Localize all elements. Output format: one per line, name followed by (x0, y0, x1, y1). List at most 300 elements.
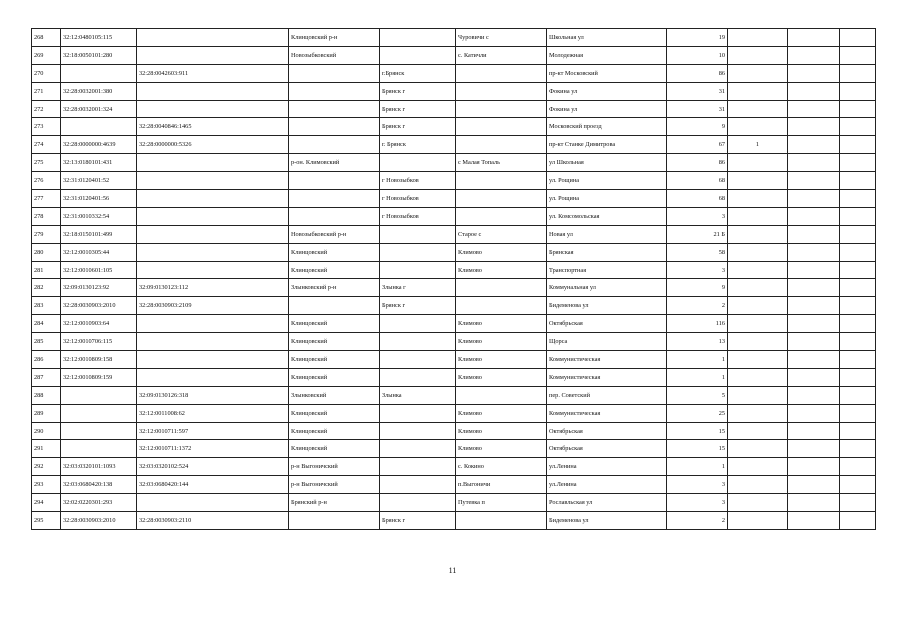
table-cell-c1: 32:18:0050101:280 (61, 46, 137, 64)
table-cell-c2: 32:12:0010711:597 (137, 422, 289, 440)
table-row (32, 494, 876, 512)
table-cell-c6: Октябрьская (547, 315, 667, 333)
table-cell-n: 280 (32, 243, 61, 261)
table-cell-c9 (788, 333, 840, 351)
table-cell-c7: 25 (667, 404, 728, 422)
table-cell-c1 (61, 386, 137, 404)
table-cell-empty (840, 422, 876, 440)
table-row (32, 297, 876, 315)
table-cell-c9 (788, 368, 840, 386)
table-cell-c3 (289, 118, 380, 136)
table-cell-c7: 15 (667, 422, 728, 440)
table-cell-c7: 9 (667, 118, 728, 136)
table-cell-c3 (289, 512, 380, 530)
table-cell-empty (840, 440, 876, 458)
table-cell-n: 285 (32, 333, 61, 351)
table-cell-c8 (728, 422, 788, 440)
table-cell-c2 (137, 315, 289, 333)
table-cell-c3 (289, 136, 380, 154)
table-cell-n: 279 (32, 225, 61, 243)
table-cell-c4 (380, 315, 456, 333)
table-cell-n: 273 (32, 118, 61, 136)
table-row (32, 82, 876, 100)
table-cell-c6: Коммунистическая (547, 368, 667, 386)
table-cell-c1: 32:13:0180101:431 (61, 154, 137, 172)
table-cell-c2: 32:28:0030903:2109 (137, 297, 289, 315)
table-cell-c4 (380, 476, 456, 494)
table-cell-c6: ул. Комсомольская (547, 207, 667, 225)
table-cell-c4 (380, 404, 456, 422)
table-cell-n: 281 (32, 261, 61, 279)
table-cell-empty (840, 100, 876, 118)
table-cell-c7: 2 (667, 297, 728, 315)
table-cell-c4 (380, 46, 456, 64)
table-cell-c1: 32:12:0010903:64 (61, 315, 137, 333)
table-cell-c6: Октябрьская (547, 440, 667, 458)
table-cell-c3: Клинцовский (289, 440, 380, 458)
table-cell-c1: 32:12:0010706:115 (61, 333, 137, 351)
table-cell-c2: 32:28:0000000:5326 (137, 136, 289, 154)
table-cell-c1: 32:09:0130123:92 (61, 279, 137, 297)
table-row (32, 64, 876, 82)
table-cell-c5: Климово (456, 333, 547, 351)
table-cell-c5 (456, 279, 547, 297)
table-cell-c1: 32:28:0000000:4639 (61, 136, 137, 154)
table-cell-c5 (456, 82, 547, 100)
table-cell-c7: 31 (667, 100, 728, 118)
table-cell-c9 (788, 29, 840, 47)
table-cell-c9 (788, 386, 840, 404)
table-cell-c6: Щорса (547, 333, 667, 351)
table-cell-c2: 32:09:0130126:318 (137, 386, 289, 404)
table-row (32, 368, 876, 386)
table-cell-c2: 32:03:0680420:144 (137, 476, 289, 494)
table-cell-c2 (137, 225, 289, 243)
table-cell-n: 290 (32, 422, 61, 440)
table-cell-c2 (137, 243, 289, 261)
table-cell-c9 (788, 279, 840, 297)
table-cell-c1 (61, 64, 137, 82)
table-cell-c8 (728, 172, 788, 190)
table-cell-c5 (456, 386, 547, 404)
table-cell-c6: Октябрьская (547, 422, 667, 440)
table-cell-c1: 32:31:0010332:54 (61, 207, 137, 225)
table-row (32, 190, 876, 208)
table-cell-c9 (788, 46, 840, 64)
table-cell-c4 (380, 422, 456, 440)
table-row (32, 404, 876, 422)
table-cell-c2 (137, 46, 289, 64)
table-cell-c7: 67 (667, 136, 728, 154)
table-cell-c5 (456, 190, 547, 208)
table-cell-n: 271 (32, 82, 61, 100)
table-cell-empty (840, 64, 876, 82)
table-cell-c4: Злынка (380, 386, 456, 404)
table-cell-c9 (788, 172, 840, 190)
table-cell-c1 (61, 440, 137, 458)
table-cell-c1: 32:18:0150101:499 (61, 225, 137, 243)
table-cell-c9 (788, 315, 840, 333)
table-cell-n: 293 (32, 476, 61, 494)
table-cell-c1: 32:31:0120401:56 (61, 190, 137, 208)
table-cell-c2 (137, 207, 289, 225)
table-cell-c8 (728, 46, 788, 64)
table-cell-empty (840, 29, 876, 47)
table-row (32, 207, 876, 225)
table-cell-c2: 32:09:0130123:112 (137, 279, 289, 297)
table-cell-c1: 32:28:0030903:2010 (61, 512, 137, 530)
table-cell-c5: Климово (456, 368, 547, 386)
table-cell-c5: Чуровичи с (456, 29, 547, 47)
table-cell-c3 (289, 82, 380, 100)
table-cell-c9 (788, 154, 840, 172)
table-cell-c2 (137, 333, 289, 351)
table-cell-n: 277 (32, 190, 61, 208)
table-cell-c9 (788, 243, 840, 261)
table-cell-c6: Фокина ул (547, 82, 667, 100)
table-cell-c7: 1 (667, 368, 728, 386)
table-cell-c6: Коммунальная ул (547, 279, 667, 297)
table-cell-c5: Климово (456, 404, 547, 422)
table-cell-c7: 1 (667, 458, 728, 476)
table-cell-c3: Клинцовский (289, 315, 380, 333)
table-row (32, 225, 876, 243)
table-cell-empty (840, 386, 876, 404)
table-cell-c1: 32:12:0010809:158 (61, 351, 137, 369)
table-row (32, 118, 876, 136)
table-cell-c5: п.Выгоничи (456, 476, 547, 494)
table-cell-n: 268 (32, 29, 61, 47)
table-cell-c3: Злынковский р-н (289, 279, 380, 297)
table-cell-c8 (728, 476, 788, 494)
table-cell-c5 (456, 118, 547, 136)
table-cell-c3 (289, 100, 380, 118)
table-cell-c6: Транспортная (547, 261, 667, 279)
table-cell-c8 (728, 494, 788, 512)
table-cell-c8 (728, 440, 788, 458)
table-cell-c2: 32:12:0010711:1372 (137, 440, 289, 458)
table-cell-c9 (788, 82, 840, 100)
table-cell-c4 (380, 333, 456, 351)
table-cell-c1: 32:12:0010809:159 (61, 368, 137, 386)
table-cell-c3: Клинцовский (289, 422, 380, 440)
table-cell-c2 (137, 172, 289, 190)
table-cell-empty (840, 351, 876, 369)
table-row (32, 100, 876, 118)
table-cell-c6: Рославльская ул (547, 494, 667, 512)
table-row (32, 333, 876, 351)
table-cell-c4: г Новозыбков (380, 207, 456, 225)
table-cell-c6: пр-кт Станке Димитрова (547, 136, 667, 154)
table-cell-c9 (788, 494, 840, 512)
page-number: 11 (448, 566, 457, 575)
table-cell-c4: г Новозыбков (380, 190, 456, 208)
table-cell-n: 291 (32, 440, 61, 458)
table-cell-c1 (61, 118, 137, 136)
table-cell-c4: Брянск г (380, 82, 456, 100)
table-cell-c7: 2 (667, 512, 728, 530)
table-cell-c2: 32:28:0030903:2110 (137, 512, 289, 530)
table-cell-c6: ул.Ленина (547, 458, 667, 476)
table-cell-c3: р-он. Климовский (289, 154, 380, 172)
table-cell-c3: Клинцовский (289, 261, 380, 279)
table-row (32, 440, 876, 458)
table-cell-c8 (728, 333, 788, 351)
table-cell-empty (840, 172, 876, 190)
table-cell-empty (840, 46, 876, 64)
table-cell-empty (840, 207, 876, 225)
table-cell-empty (840, 315, 876, 333)
table-cell-c7: 31 (667, 82, 728, 100)
table-cell-c7: 68 (667, 172, 728, 190)
table-cell-empty (840, 297, 876, 315)
table-cell-c7: 13 (667, 333, 728, 351)
table-cell-c9 (788, 422, 840, 440)
table-cell-c9 (788, 404, 840, 422)
table-cell-c4: Злынка г (380, 279, 456, 297)
table-cell-c6: Брянская (547, 243, 667, 261)
table-cell-empty (840, 190, 876, 208)
table-cell-c8 (728, 368, 788, 386)
table-cell-c4: г Новозыбков (380, 172, 456, 190)
table-cell-n: 287 (32, 368, 61, 386)
table-cell-c6: пр-кт Московский (547, 64, 667, 82)
table-row (32, 315, 876, 333)
table-row (32, 351, 876, 369)
table-row (32, 46, 876, 64)
table-cell-c1: 32:28:0032001:324 (61, 100, 137, 118)
table-cell-c2 (137, 82, 289, 100)
table-cell-c5: Климово (456, 243, 547, 261)
table-cell-c4: Брянск г (380, 100, 456, 118)
table-cell-empty (840, 243, 876, 261)
table-cell-n: 275 (32, 154, 61, 172)
table-row (32, 261, 876, 279)
table-cell-c6: Школьная ул (547, 29, 667, 47)
table-cell-c4 (380, 494, 456, 512)
table-row (32, 29, 876, 47)
table-cell-n: 282 (32, 279, 61, 297)
table-cell-c9 (788, 261, 840, 279)
table-row (32, 243, 876, 261)
table-cell-c7: 86 (667, 64, 728, 82)
table-cell-c4 (380, 261, 456, 279)
table-cell-c8 (728, 225, 788, 243)
table-cell-n: 276 (32, 172, 61, 190)
table-cell-c3: Новозыбковский р-н (289, 225, 380, 243)
table-cell-c3: Клинцовский (289, 404, 380, 422)
table-cell-c8 (728, 315, 788, 333)
table-cell-empty (840, 333, 876, 351)
table-row (32, 476, 876, 494)
table-cell-c4 (380, 458, 456, 476)
table-cell-n: 274 (32, 136, 61, 154)
table-cell-c9 (788, 190, 840, 208)
table-cell-c6: ул. Рощина (547, 190, 667, 208)
table-cell-c5 (456, 172, 547, 190)
table-cell-c2 (137, 368, 289, 386)
table-cell-n: 272 (32, 100, 61, 118)
table-row (32, 279, 876, 297)
table-cell-c5: Климово (456, 351, 547, 369)
table-cell-c2 (137, 261, 289, 279)
table-cell-c1 (61, 404, 137, 422)
table-cell-n: 289 (32, 404, 61, 422)
table-cell-c9 (788, 100, 840, 118)
table-cell-c9 (788, 440, 840, 458)
table-cell-c6: ул.Ленина (547, 476, 667, 494)
table-cell-c4: Брянск г (380, 297, 456, 315)
table-cell-c5: с. Катичли (456, 46, 547, 64)
table-cell-c3: Клинцовский р-н (289, 29, 380, 47)
table-cell-c9 (788, 64, 840, 82)
table-cell-c3 (289, 172, 380, 190)
table-cell-c3 (289, 207, 380, 225)
table-cell-c9 (788, 207, 840, 225)
table-cell-c7: 3 (667, 261, 728, 279)
table-cell-c7: 15 (667, 440, 728, 458)
table-cell-c7: 86 (667, 154, 728, 172)
table-cell-c6: Московский проезд (547, 118, 667, 136)
table-cell-c8 (728, 29, 788, 47)
table-cell-c8 (728, 386, 788, 404)
table-cell-c5 (456, 297, 547, 315)
table-cell-empty (840, 404, 876, 422)
table-cell-c4 (380, 243, 456, 261)
table-cell-c1: 32:31:0120401:52 (61, 172, 137, 190)
table-cell-empty (840, 136, 876, 154)
table-cell-c5 (456, 207, 547, 225)
table-cell-c8 (728, 512, 788, 530)
table-cell-c6: Фокина ул (547, 100, 667, 118)
table-cell-c5: Путевка п (456, 494, 547, 512)
table-cell-c2: 32:28:0042603:911 (137, 64, 289, 82)
table-cell-empty (840, 476, 876, 494)
table-cell-c8 (728, 64, 788, 82)
table-cell-c1: 32:12:0010601:105 (61, 261, 137, 279)
table-cell-c7: 9 (667, 279, 728, 297)
table-cell-empty (840, 82, 876, 100)
table-cell-n: 286 (32, 351, 61, 369)
table-cell-c3 (289, 297, 380, 315)
table-cell-c4: г.Брянск (380, 64, 456, 82)
table-cell-c4 (380, 440, 456, 458)
table-cell-empty (840, 279, 876, 297)
table-cell-c4 (380, 225, 456, 243)
table-cell-c9 (788, 458, 840, 476)
table-cell-c8: 1 (728, 136, 788, 154)
table-cell-empty (840, 368, 876, 386)
table-cell-c6: Коммунистическая (547, 351, 667, 369)
table-cell-c6: ул Школьная (547, 154, 667, 172)
table-cell-c4: Брянск г (380, 118, 456, 136)
table-cell-c5: Климово (456, 440, 547, 458)
table-cell-c5: с Малая Топаль (456, 154, 547, 172)
table-cell-n: 295 (32, 512, 61, 530)
table-cell-c2: 32:12:0011008:62 (137, 404, 289, 422)
table-cell-c9 (788, 118, 840, 136)
table-cell-c1: 32:28:0032001:380 (61, 82, 137, 100)
table-row (32, 512, 876, 530)
table-cell-c2 (137, 494, 289, 512)
table-cell-c8 (728, 351, 788, 369)
table-cell-c5 (456, 136, 547, 154)
table-cell-c5 (456, 100, 547, 118)
table-cell-c5: Старое с (456, 225, 547, 243)
table-cell-c3: Брянский р-н (289, 494, 380, 512)
table-cell-c1: 32:12:0480105:115 (61, 29, 137, 47)
table-cell-c8 (728, 190, 788, 208)
table-cell-c3: р-н Выгоничский (289, 458, 380, 476)
table-cell-c7: 3 (667, 476, 728, 494)
table-cell-c8 (728, 458, 788, 476)
table-cell-empty (840, 154, 876, 172)
table-cell-c3: Злынковский (289, 386, 380, 404)
table-row (32, 458, 876, 476)
table-cell-c6: Новая ул (547, 225, 667, 243)
table-cell-empty (840, 458, 876, 476)
table-cell-c6: Бидеменова ул (547, 512, 667, 530)
table-cell-c4: Брянск г (380, 512, 456, 530)
table-cell-n: 270 (32, 64, 61, 82)
table-cell-c1: 32:03:0680420:138 (61, 476, 137, 494)
table-cell-c7: 19 (667, 29, 728, 47)
table-cell-c7: 116 (667, 315, 728, 333)
table-cell-c5 (456, 64, 547, 82)
table-cell-c5: Климово (456, 261, 547, 279)
table-cell-c2: 32:03:0320102:524 (137, 458, 289, 476)
table-cell-c7: 68 (667, 190, 728, 208)
table-cell-c1: 32:02:0220301:293 (61, 494, 137, 512)
table-cell-n: 284 (32, 315, 61, 333)
table-row (32, 386, 876, 404)
table-cell-c1 (61, 422, 137, 440)
table-cell-c2: 32:28:0040846:1465 (137, 118, 289, 136)
table-cell-n: 288 (32, 386, 61, 404)
table-row (32, 154, 876, 172)
table-cell-c7: 21 Б (667, 225, 728, 243)
table-cell-c6: Бидеменова ул (547, 297, 667, 315)
table-row (32, 172, 876, 190)
table-cell-c8 (728, 243, 788, 261)
table-cell-c3: Новозыбковский (289, 46, 380, 64)
table-cell-c1: 32:12:0010305:44 (61, 243, 137, 261)
table-cell-c4 (380, 368, 456, 386)
table-cell-c7: 3 (667, 494, 728, 512)
table-cell-c8 (728, 261, 788, 279)
table-cell-c9 (788, 297, 840, 315)
table-cell-c2 (137, 100, 289, 118)
table-cell-c5: Климово (456, 315, 547, 333)
table-cell-c3 (289, 190, 380, 208)
table-cell-c8 (728, 100, 788, 118)
table-cell-c9 (788, 512, 840, 530)
table-cell-c8 (728, 207, 788, 225)
table-cell-c2 (137, 154, 289, 172)
table-cell-n: 269 (32, 46, 61, 64)
table-cell-c8 (728, 297, 788, 315)
table-cell-c3: Клинцовский (289, 333, 380, 351)
table-cell-c8 (728, 279, 788, 297)
table-cell-n: 283 (32, 297, 61, 315)
table-cell-c3: Клинцовский (289, 243, 380, 261)
table-cell-c9 (788, 476, 840, 494)
table-cell-c2 (137, 190, 289, 208)
table-cell-c4 (380, 154, 456, 172)
table-cell-c8 (728, 154, 788, 172)
table-cell-c7: 58 (667, 243, 728, 261)
table-cell-c4 (380, 351, 456, 369)
